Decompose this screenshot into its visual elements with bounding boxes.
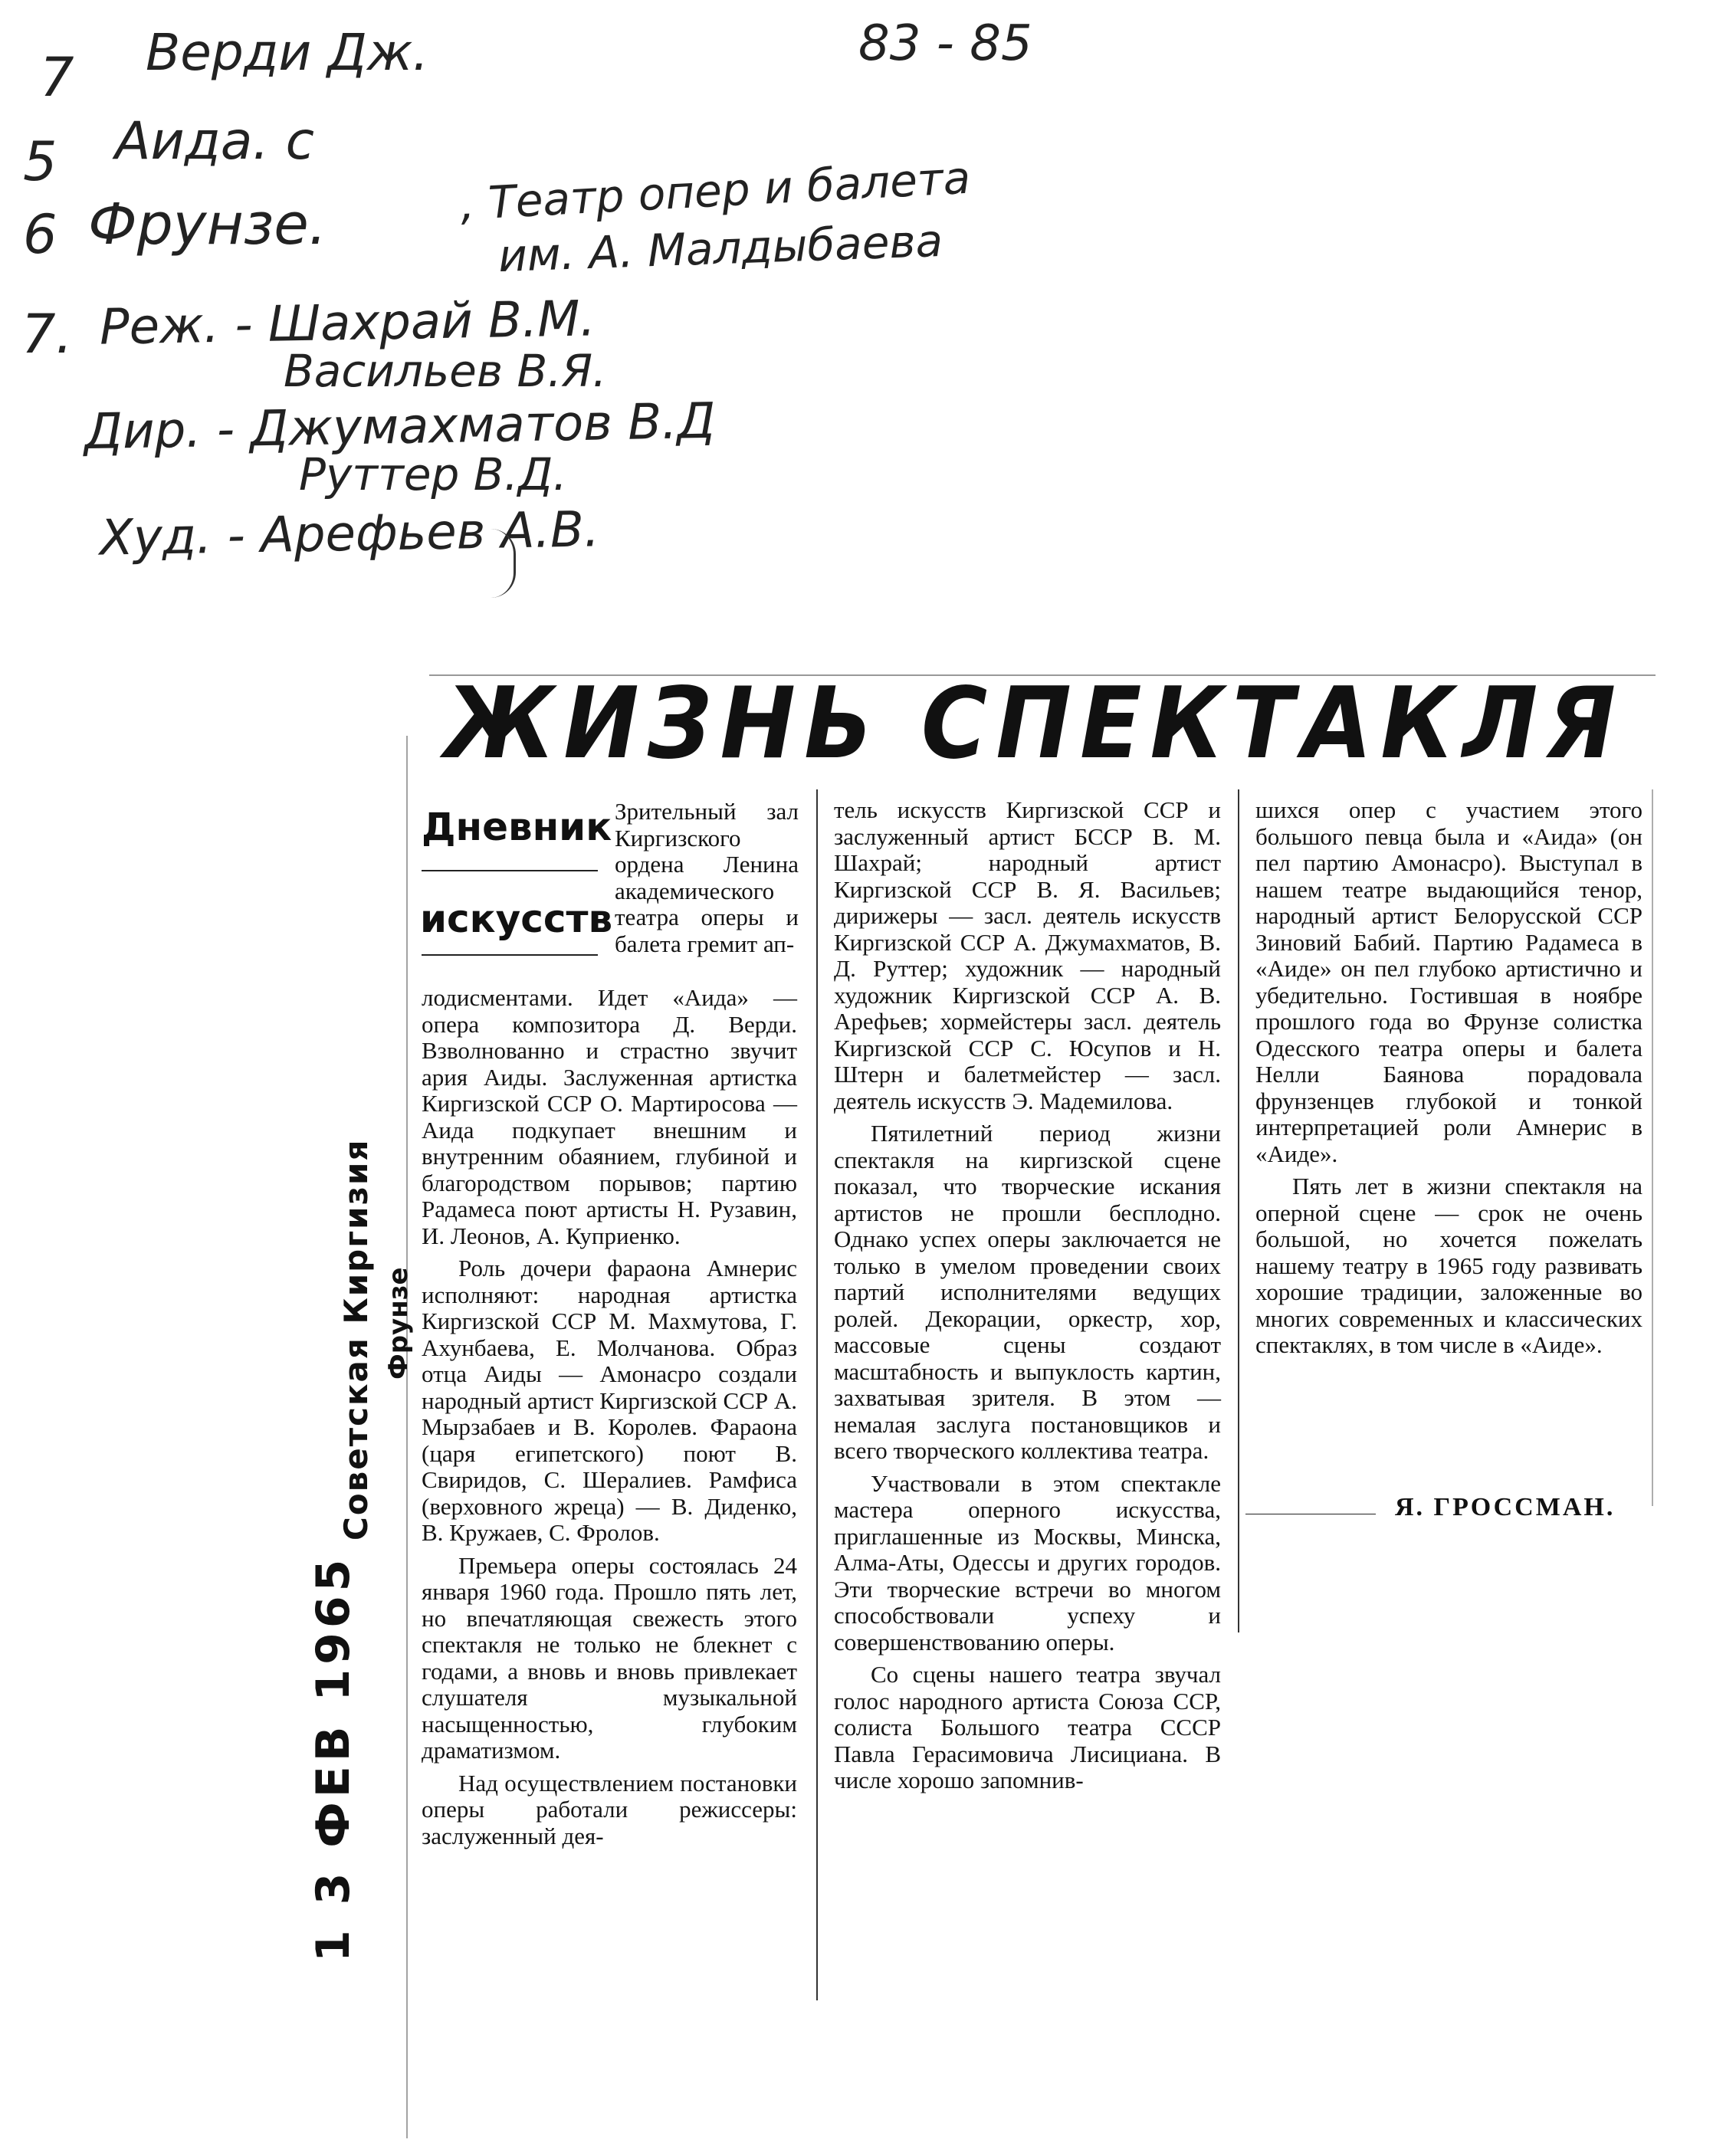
page-number: 83 - 85 bbox=[858, 15, 1032, 72]
column-2-paragraph: тель искусств Киргизской ССР и заслуженный артист БССР В. М. Шахрай; народный артист Киргизской ССР В. Я. Васильев; дирижеры — засл. деятель искусств Киргизской ССР А. Джумахматов, В. Д. Руттер; художник — народный художник Киргизской ССР А. В. Арефьев; хормейстеры засл. деятель Киргизской ССР С. Юсупов и Н. Штерн и балетмейстер — засл. деятель искусств Э. Мадемилова. bbox=[834, 796, 1221, 1114]
handwritten-number-3: 6 bbox=[23, 203, 57, 266]
newspaper-city: Фрунзе bbox=[383, 1267, 414, 1380]
clipping-edge-right bbox=[1652, 789, 1653, 1506]
handwritten-theatre-name: им. А. Малдыбаева bbox=[497, 214, 944, 283]
column-divider-1 bbox=[816, 789, 818, 2000]
article-signature: Я. ГРОССМАН. bbox=[1395, 1493, 1616, 1521]
column-2-paragraph: Со сцены нашего театра звучал голос народного артиста Союза ССР, солиста Большого театра СССР Павла Герасимовича Лисициана. В числе хорошо запомнив- bbox=[834, 1661, 1221, 1793]
handwritten-director-2: Васильев В.Я. bbox=[284, 345, 607, 397]
column-1-paragraph: Премьера оперы состоялась 24 января 1960 года. Прошло пять лет, но впечатляющая свежесть этого спектакля не только не блекнет с годами, а вновь и вновь привлекает слушателя музыкальной насыщенностью, глубоким драматизмом. bbox=[422, 1551, 797, 1764]
handwritten-artist: Худ. - Арефьев А.В. bbox=[99, 501, 600, 567]
column-3-paragraph: шихся опер с участием этого большого певца была и «Аида» (он пел партию Амонасро). Выступал в нашем театре выдающийся тенор, народный артист Белорусской ССР Зиновий Бабий. Партию Радамеса в «Аиде» он пел глубоко артистично и убедительно. Гостившая в ноябре прошлого года во Фрунзе солистка Одесского театра оперы и балета Нелли Баянова порадовала фрунзенцев глубокой и тонкой интерпретацией роли Амнерис в «Аиде». bbox=[1255, 796, 1642, 1167]
column-1-intro: Зрительный зал Киргизского ордена Ленина академического театра оперы и балета гремит ап- bbox=[615, 798, 799, 957]
handwritten-title: Аида. с bbox=[115, 111, 315, 172]
column-1-paragraph: Роль дочери фараона Амнерис исполняют: народная артистка Киргизской ССР М. Махмутова, Г. Ахунбаева, Е. Молчанова. Образ отца Аиды — Амонасро создали народный артист Киргизской ССР А. Мырзабаев и В. Королев. Фараона (царя египетского) поют В. Свиридов, С. Шералиев. Рамфиса (верховного жреца) — В. Диденко, В. Кружаев, С. Фролов. bbox=[422, 1255, 797, 1546]
column-3-paragraph: Пять лет в жизни спектакля на оперной сцене — срок не очень большой, но хочется пожелать нашему театру в 1965 году развивать хорошие традиции, заложенные во многих современных и классических спектаклях, в том числе в «Аиде». bbox=[1255, 1173, 1642, 1358]
article-column-2 bbox=[834, 797, 1221, 1800]
rubric-rule-2 bbox=[422, 954, 598, 956]
rubric-line-2: искусств bbox=[420, 897, 613, 941]
handwritten-number-1: 7 bbox=[40, 46, 74, 109]
handwritten-number-2: 5 bbox=[23, 130, 57, 193]
rubric-rule-1 bbox=[422, 870, 598, 871]
handwritten-city: Фрунзе. bbox=[88, 192, 327, 258]
column-divider-2 bbox=[1238, 789, 1239, 1632]
newspaper-source: Советская Киргизия bbox=[337, 1138, 375, 1541]
handwritten-conductors: Дир. - Джумахматов В.Д bbox=[84, 392, 717, 461]
handwritten-number-4: 7. bbox=[21, 303, 73, 366]
article-headline: ЖИЗНЬ СПЕКТАКЛЯ bbox=[445, 667, 1625, 781]
column-1-paragraph: Над осуществлением постановки оперы работали режиссеры: заслуженный дея- bbox=[422, 1769, 797, 1849]
column-2-paragraph: Пятилетний период жизни спектакля на киргизской сцене показал, что творческие искания артистов не прошли бесплодно. Однако успех оперы заключается не только в умелом проведении своих партий исполнителями ведущих ролей. Декорации, оркестр, хор, массовые сцены создают масштабность и выпуклость картин, захватывая зрителя. В этом — немалая заслуга постановщиков и всего творческого коллектива театра. bbox=[834, 1120, 1221, 1464]
column-1-paragraph: лодисментами. Идет «Аида» — опера композитора Д. Верди. Взволнованно и страстно звучит ария Аиды. Заслуженная артистка Киргизской ССР О. Мартиросова — Аида подкупает внешним и внутренним обаянием, глубиной и благородством порывов; партию Радамеса поют артисты Н. Рузавин, И. Леонов, А. Куприенко. bbox=[422, 984, 797, 1249]
clipping-edge-left bbox=[406, 736, 408, 2138]
date-stamp: 1 3 ФЕВ 1965 bbox=[307, 1554, 360, 1962]
column-2-paragraph: Участвовали в этом спектакле мастера оперного искусства, приглашенные из Москвы, Минска, Алма-Аты, Одессы и других городов. Эти творческие встречи во многом способствовали успеху и совершенствованию оперы. bbox=[834, 1469, 1221, 1655]
handwritten-composer: Верди Дж. bbox=[146, 23, 429, 82]
handwritten-theatre: , Театр опер и балета bbox=[458, 151, 972, 231]
article-column-3 bbox=[1255, 797, 1642, 1365]
handwritten-conductor-2: Руттер В.Д. bbox=[299, 448, 567, 500]
handwritten-directors: Реж. - Шахрай В.М. bbox=[99, 290, 596, 356]
rubric-line-1: Дневник bbox=[422, 805, 612, 849]
article-column-1 bbox=[422, 985, 797, 1856]
